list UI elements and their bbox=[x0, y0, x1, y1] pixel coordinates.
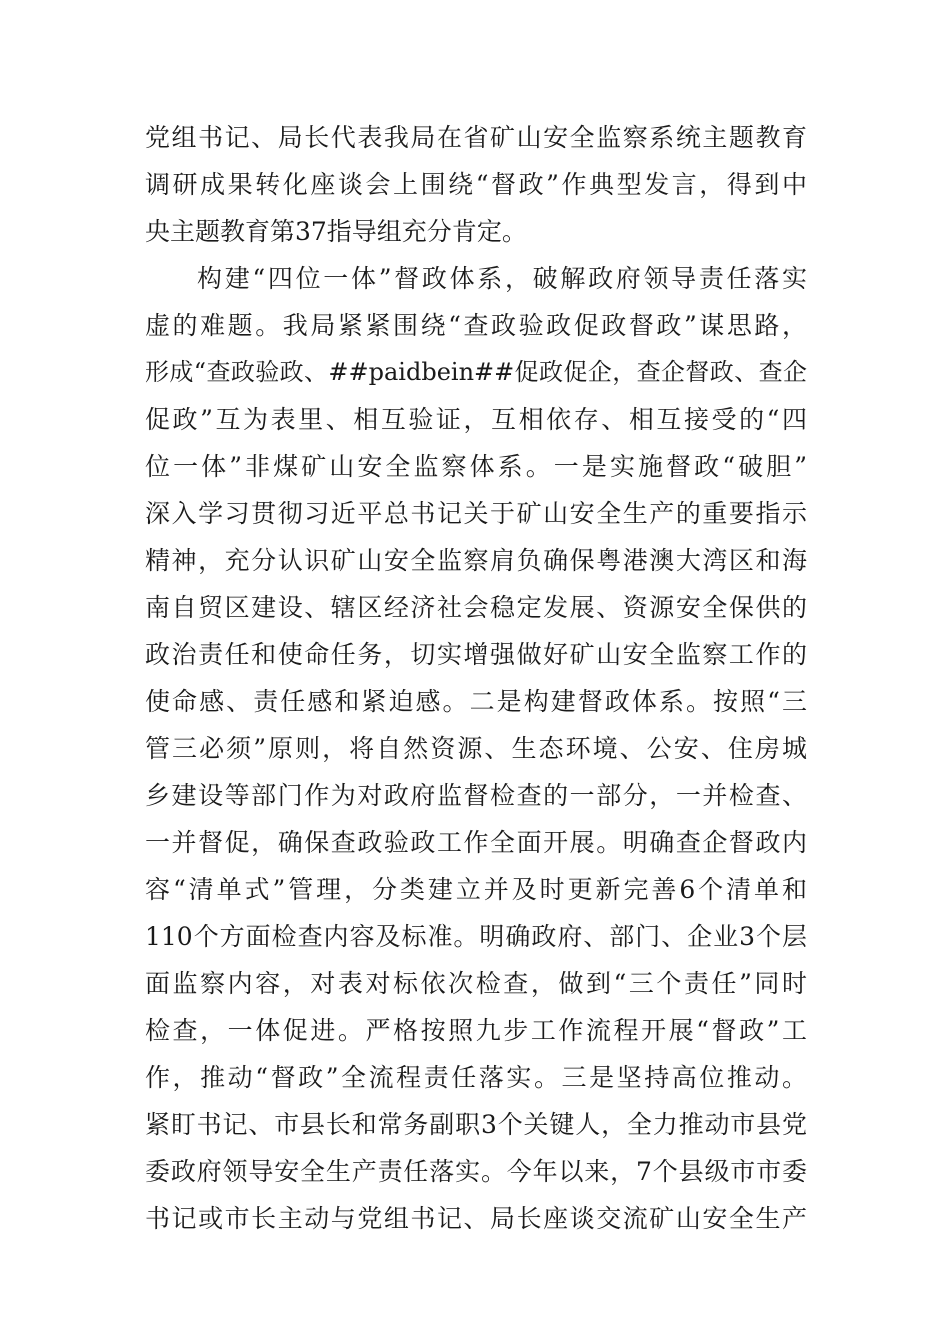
text-line: 南自贸区建设、辖区经济社会稳定发展、资源安全保供的 bbox=[145, 593, 807, 622]
text-line: 紧盯书记、市县长和常务副职3个关键人，全力推动市县党 bbox=[145, 1110, 807, 1139]
text-line: 面监察内容，对表对标依次检查，做到“三个责任”同时 bbox=[145, 969, 807, 998]
text-line: 110个方面检查内容及标准。明确政府、部门、企业3个层 bbox=[145, 922, 807, 951]
body-text bbox=[145, 114, 807, 1242]
text-line: 乡建设等部门作为对政府监督检查的一部分，一并检查、 bbox=[145, 781, 807, 810]
text-line: 央主题教育第37指导组充分肯定。 bbox=[145, 217, 527, 246]
text-line: 构建“四位一体”督政体系，破解政府领导责任落实 bbox=[197, 264, 807, 293]
text-line: 委政府领导安全生产责任落实。今年以来，7个县级市市委 bbox=[145, 1157, 807, 1186]
text-line: 党组书记、局长代表我局在省矿山安全监察系统主题教育 bbox=[145, 123, 807, 152]
text-line: 容“清单式”管理，分类建立并及时更新完善6个清单和 bbox=[145, 875, 807, 904]
text-line: 精神，充分认识矿山安全监察肩负确保粤港澳大湾区和海 bbox=[145, 546, 807, 575]
text-line: 作，推动“督政”全流程责任落实。三是坚持高位推动。 bbox=[145, 1063, 807, 1092]
text-line: 管三必须”原则，将自然资源、生态环境、公安、住房城 bbox=[145, 734, 807, 763]
paragraph-1 bbox=[145, 114, 807, 255]
text-line: 使命感、责任感和紧迫感。二是构建督政体系。按照“三 bbox=[145, 687, 807, 716]
text-line: 书记或市长主动与党组书记、局长座谈交流矿山安全生产 bbox=[145, 1204, 807, 1233]
text-line: 促政”互为表里、相互验证，互相依存、相互接受的“四 bbox=[145, 405, 807, 434]
text-line: 虚的难题。我局紧紧围绕“查政验政促政督政”谋思路， bbox=[145, 311, 807, 340]
text-line: 调研成果转化座谈会上围绕“督政”作典型发言，得到中 bbox=[145, 170, 807, 199]
text-line: 政治责任和使命任务，切实增强做好矿山安全监察工作的 bbox=[145, 640, 807, 669]
text-line: 位一体”非煤矿山安全监察体系。一是实施督政“破胆” bbox=[145, 452, 807, 481]
text-line: 一并督促，确保查政验政工作全面开展。明确查企督政内 bbox=[145, 828, 807, 857]
paragraph-2 bbox=[145, 255, 807, 1242]
text-line: 检查，一体促进。严格按照九步工作流程开展“督政”工 bbox=[145, 1016, 807, 1045]
text-line: 形成“查政验政、##paidbein##促政促企，查企督政、查企 bbox=[145, 358, 807, 386]
text-line: 深入学习贯彻习近平总书记关于矿山安全生产的重要指示 bbox=[145, 499, 807, 528]
